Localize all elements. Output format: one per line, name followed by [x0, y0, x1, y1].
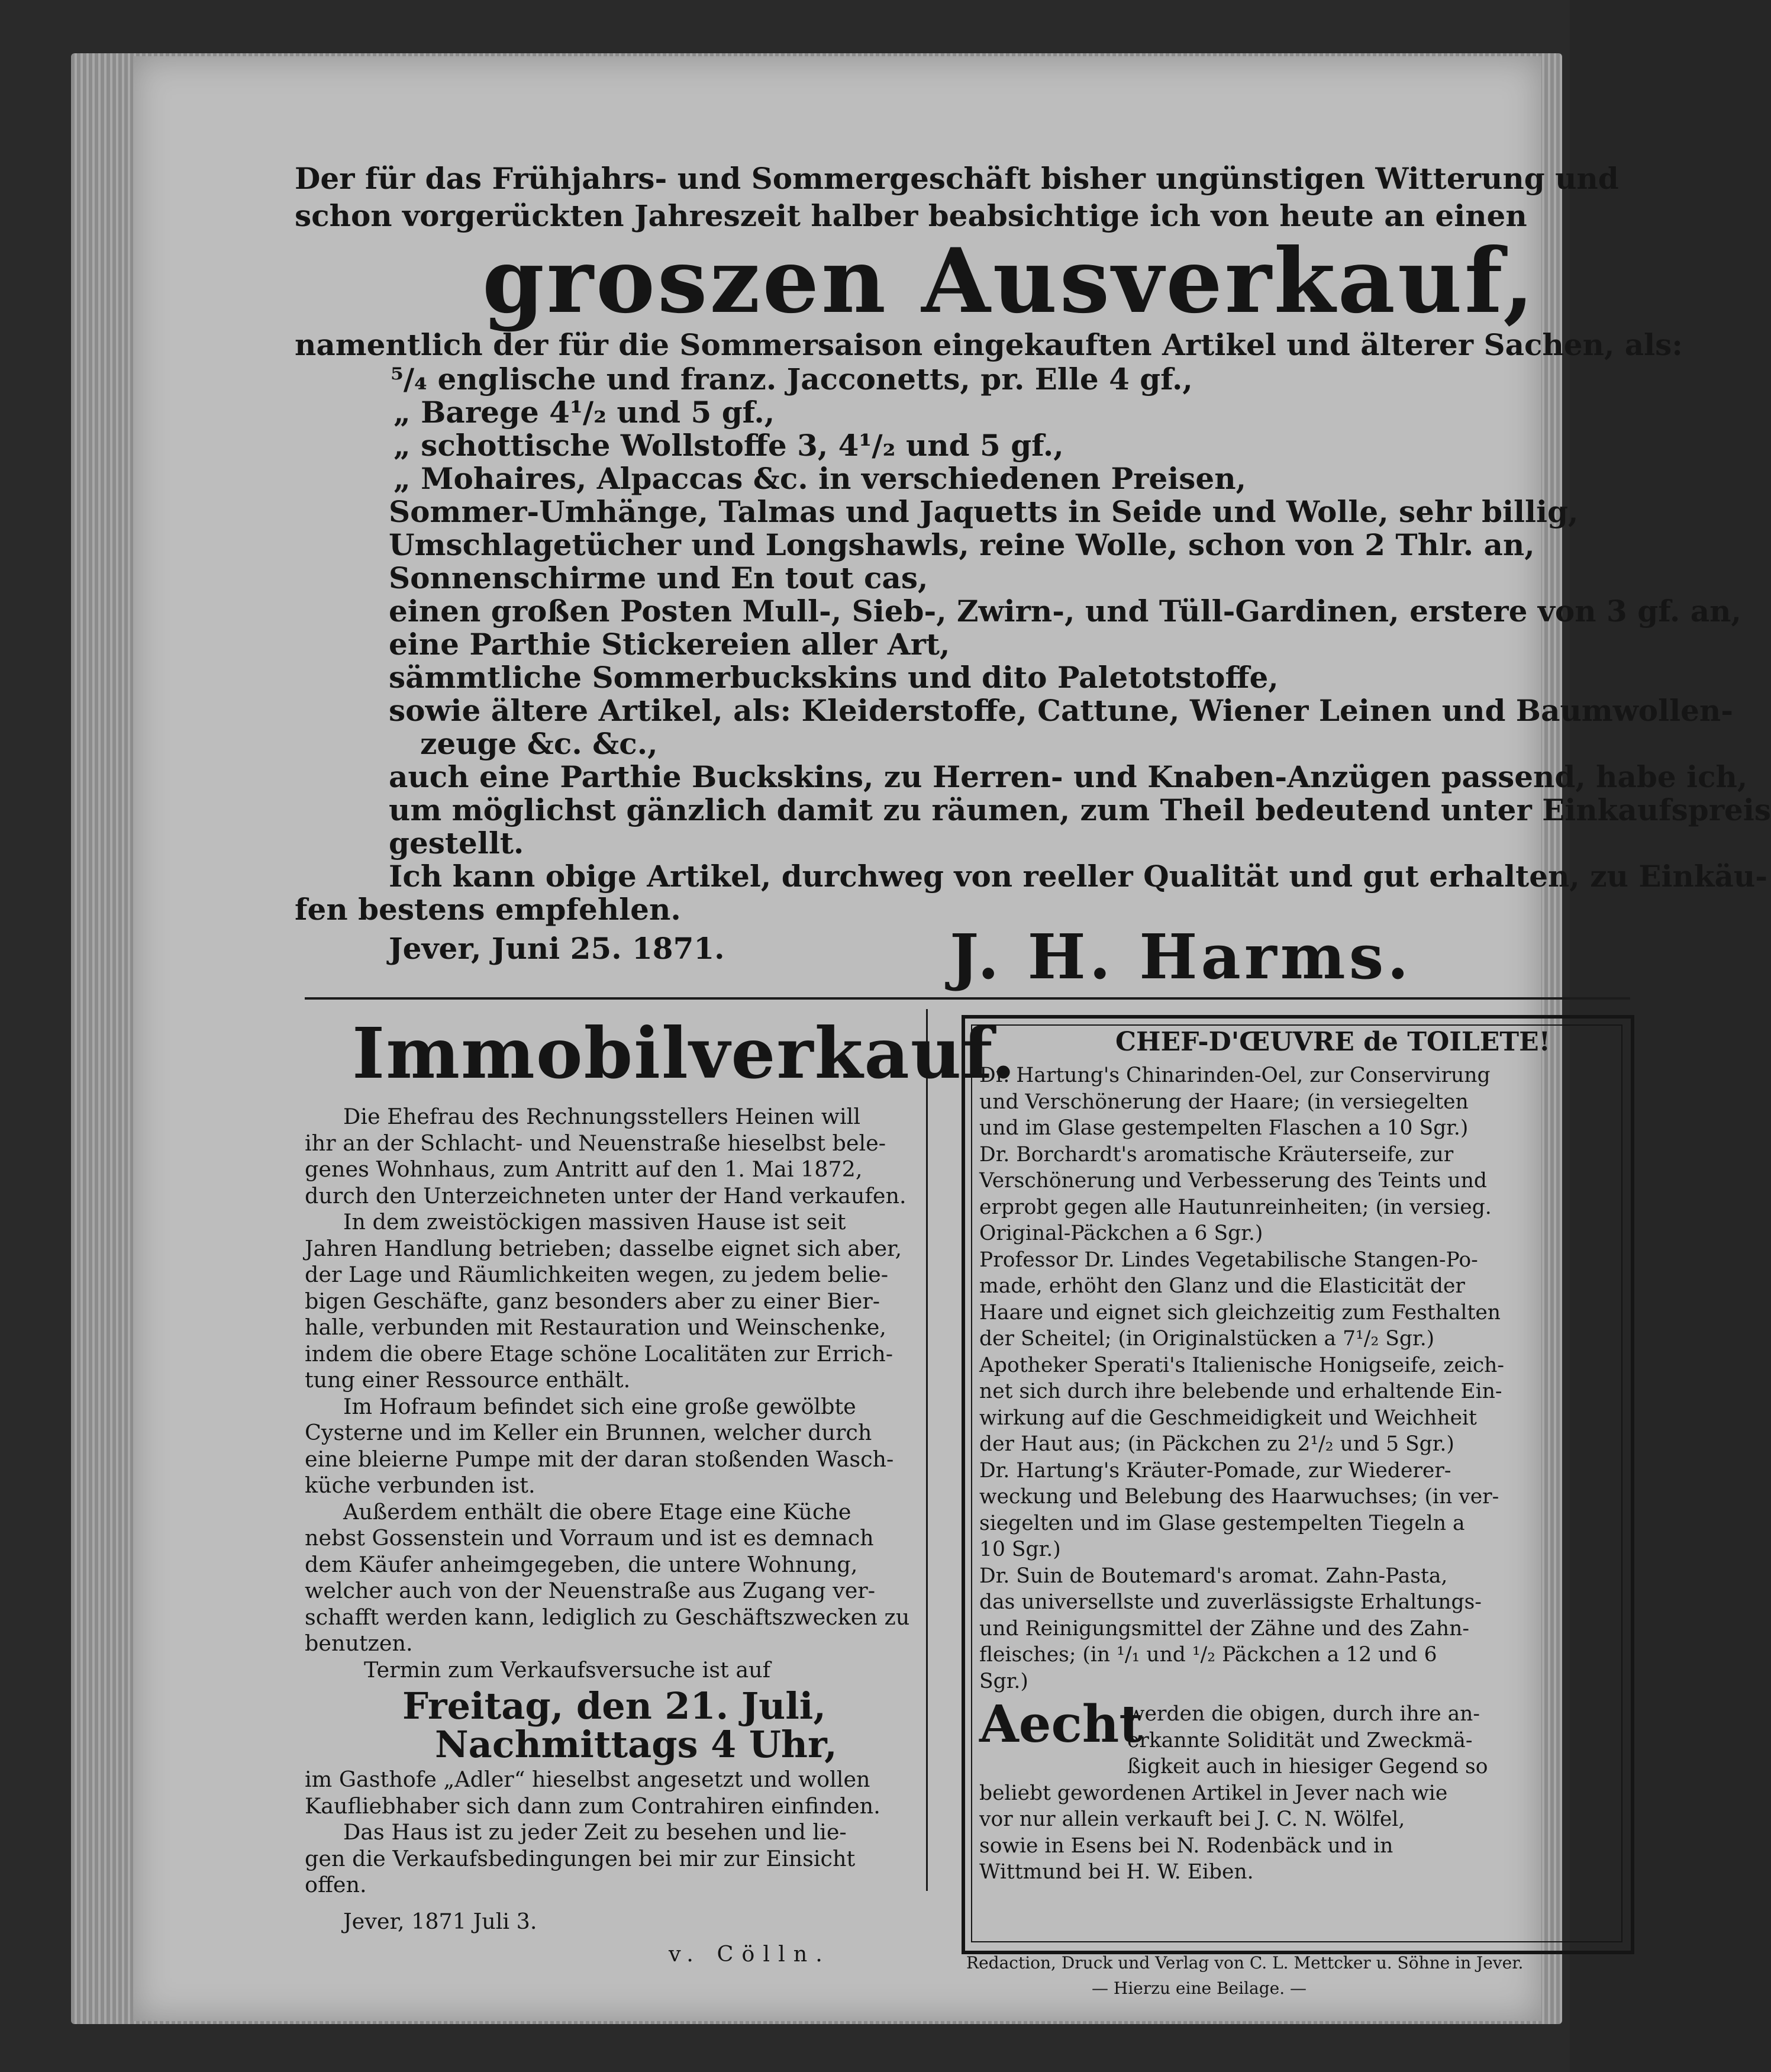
toilette-line: und Verschönerung der Haare; (in versiegelten [979, 1090, 1469, 1114]
toilette-tail-line: vor nur allein verkauft bei J. C. N. Wölfel, [979, 1807, 1405, 1831]
ausverkauf-line: sowie ältere Artikel, als: Kleiderstoffe, Cattune, Wiener Leinen und Baumwollen- [389, 693, 1734, 728]
imprint: Redaction, Druck und Verlag von C. L. Mettcker u. Söhne in Jever. [966, 1953, 1524, 1973]
immobil-line: schafft werden kann, lediglich zu Geschäftszwecken zu [305, 1604, 910, 1630]
ausverkauf-line: einen großen Posten Mull-, Sieb-, Zwirn-, und Tüll-Gardinen, erstere von 3 gf. an, [389, 594, 1741, 629]
toilette-aecht: Aecht [979, 1694, 1143, 1754]
toilette-line: Original-Päckchen a 6 Sgr.) [979, 1222, 1263, 1245]
immobil-line: im Gasthofe „Adler“ hieselbst angesetzt und wollen [305, 1767, 870, 1792]
toilette-line: Sgr.) [979, 1670, 1028, 1693]
immobil-line: benutzen. [305, 1630, 413, 1656]
ausverkauf-title: groszen Ausverkauf, [482, 229, 1537, 333]
ausverkauf-intro-line: schon vorgerückten Jahreszeit halber beabsichtige ich von heute an einen [295, 198, 1527, 233]
section-divider [305, 997, 1630, 1000]
immobil-line: Cysterne und im Keller ein Brunnen, welcher durch [305, 1420, 872, 1445]
supplement-note: — Hierzu eine Beilage. — [1092, 1978, 1307, 1998]
immobil-line: nebst Gossenstein und Vorraum und ist es demnach [305, 1525, 874, 1551]
ausverkauf-line: ⁵/₄ englische und franz. Jacconetts, pr. Elle 4 gf., [391, 362, 1193, 397]
toilette-line: der Scheitel; (in Originalstücken a 7¹/₂ Sgr.) [979, 1327, 1435, 1351]
toilette-aecht-line: ßigkeit auch in hiesiger Gegend so [1127, 1755, 1488, 1778]
ausverkauf-intro-line: Der für das Frühjahrs- und Sommergeschäft bisher ungünstigen Witterung und [295, 161, 1619, 196]
ausverkauf-dateline: Jever, Juni 25. 1871. [389, 931, 725, 966]
toilette-aecht-line: werden die obigen, durch ihre an- [1127, 1702, 1480, 1726]
immobil-line: indem die obere Etage schöne Localitäten zur Errich- [305, 1341, 893, 1367]
toilette-line: net sich durch ihre belebende und erhaltende Ein- [979, 1380, 1502, 1403]
toilette-aecht-line: erkannte Solidität und Zweckmä- [1127, 1729, 1473, 1752]
immobil-line: tung einer Ressource enthält. [305, 1367, 631, 1393]
newspaper-page [133, 56, 1771, 2021]
immobil-line: eine bleierne Pumpe mit der daran stoßenden Wasch- [305, 1446, 894, 1472]
immobil-line: Termin zum Verkaufsversuche ist auf [364, 1657, 771, 1683]
immobil-line: offen. [305, 1872, 367, 1897]
ausverkauf-line: Sommer-Umhänge, Talmas und Jaquetts in Seide und Wolle, sehr billig, [389, 494, 1579, 529]
toilette-line: fleisches; (in ¹/₁ und ¹/₂ Päckchen a 12 und 6 [979, 1643, 1437, 1667]
toilette-line: made, erhöht den Glanz und die Elasticität der [979, 1274, 1465, 1298]
immobil-line: Das Haus ist zu jeder Zeit zu besehen und lie- [343, 1819, 847, 1845]
immobil-line: Im Hofraum befindet sich eine große gewölbte [343, 1394, 856, 1419]
ausverkauf-line: Sonnenschirme und En tout cas, [389, 560, 928, 595]
toilette-line: und Reinigungsmittel der Zähne und des Zahn- [979, 1617, 1469, 1641]
ausverkauf-line: um möglichst gänzlich damit zu räumen, zum Theil bedeutend unter Einkaufspreis [389, 792, 1771, 827]
ausverkauf-line: fen bestens empfehlen. [295, 892, 681, 927]
toilette-tail-line: sowie in Esens bei N. Rodenbäck und in [979, 1834, 1393, 1858]
ausverkauf-line: gestellt. [389, 826, 524, 861]
toilette-line: Dr. Borchardt's aromatische Kräuterseife, zur [979, 1143, 1454, 1166]
toilette-line: Dr. Hartung's Kräuter-Pomade, zur Wiederer- [979, 1459, 1451, 1483]
immobil-line: Außerdem enthält die obere Etage eine Küche [343, 1499, 851, 1525]
ausverkauf-line: Ich kann obige Artikel, durchweg von reeller Qualität und gut erhalten, zu Einkäu- [389, 859, 1767, 894]
immobil-line: welcher auch von der Neuenstraße aus Zugang ver- [305, 1578, 876, 1603]
toilette-line: siegelten und im Glase gestempelten Tiegeln a [979, 1512, 1465, 1535]
toilette-line: Dr. Hartung's Chinarinden-Oel, zur Conservirung [979, 1064, 1491, 1087]
toilette-tail-line: Wittmund bei H. W. Eiben. [979, 1860, 1254, 1884]
toilette-line: weckung und Belebung des Haarwuchses; (in ver- [979, 1485, 1499, 1509]
toilette-title: CHEF-D'ŒUVRE de TOILETE! [1115, 1027, 1550, 1057]
column-divider [926, 1009, 928, 1891]
toilette-tail-line: beliebt gewordenen Artikel in Jever nach wie [979, 1781, 1448, 1805]
immobil-signature: v. Cölln. [669, 1941, 831, 1967]
ausverkauf-line: Umschlagetücher und Longshawls, reine Wolle, schon von 2 Thlr. an, [389, 527, 1535, 562]
ausverkauf-line: eine Parthie Stickereien aller Art, [389, 627, 950, 662]
toilette-line: Apotheker Sperati's Italienische Honigseife, zeich- [979, 1354, 1505, 1377]
immobil-date-bold: Freitag, den 21. Juli, [402, 1684, 826, 1728]
immobil-dateline: Jever, 1871 Juli 3. [343, 1909, 537, 1934]
immobil-line: durch den Unterzeichneten unter der Hand verkaufen. [305, 1183, 907, 1209]
immobilverkauf-title: Immobilverkauf. [352, 1012, 1017, 1094]
toilette-line: Haare und eignet sich gleichzeitig zum Festhalten [979, 1301, 1501, 1325]
toilette-line: Verschönerung und Verbesserung des Teints und [979, 1169, 1487, 1193]
ausverkauf-signature: J. H. Harms. [950, 920, 1412, 993]
toilette-line: das universellste und zuverlässigste Erhaltungs- [979, 1590, 1482, 1614]
ausverkauf-line: sämmtliche Sommerbuckskins und dito Paletotstoffe, [389, 660, 1279, 695]
immobil-line: gen die Verkaufsbedingungen bei mir zur Einsicht [305, 1846, 856, 1871]
toilette-line: wirkung auf die Geschmeidigkeit und Weichheit [979, 1406, 1477, 1430]
toilette-line: und im Glase gestempelten Flaschen a 10 Sgr.) [979, 1116, 1469, 1140]
ausverkauf-line: „ Barege 4¹/₂ und 5 gf., [393, 395, 775, 430]
immobil-line: genes Wohnhaus, zum Antritt auf den 1. Mai 1872, [305, 1156, 863, 1182]
immobil-line: der Lage und Räumlichkeiten wegen, zu jedem belie- [305, 1262, 889, 1287]
ausverkauf-line: namentlich der für die Sommersaison eingekauften Artikel und älterer Sachen, als: [295, 327, 1683, 362]
immobil-line: halle, verbunden mit Restauration und Weinschenke, [305, 1314, 886, 1340]
ausverkauf-line: „ Mohaires, Alpaccas &c. in verschiedenen Preisen, [393, 461, 1246, 496]
immobil-line: Jahren Handlung betrieben; dasselbe eignet sich aber, [305, 1236, 902, 1261]
toilette-line: der Haut aus; (in Päckchen zu 2¹/₂ und 5 Sgr.) [979, 1432, 1454, 1456]
immobil-line: Die Ehefrau des Rechnungsstellers Heinen will [343, 1104, 860, 1129]
immobil-line: In dem zweistöckigen massiven Hause ist seit [343, 1209, 846, 1235]
toilette-line: 10 Sgr.) [979, 1538, 1061, 1561]
immobil-line: küche verbunden ist. [305, 1472, 536, 1498]
ausverkauf-line: „ schottische Wollstoffe 3, 4¹/₂ und 5 gf., [393, 428, 1064, 463]
toilette-line: Dr. Suin de Boutemard's aromat. Zahn-Pasta, [979, 1564, 1448, 1588]
immobil-line: dem Käufer anheimgegeben, die untere Wohnung, [305, 1552, 858, 1577]
ausverkauf-line: zeuge &c. &c., [420, 726, 658, 761]
ausverkauf-line: auch eine Parthie Buckskins, zu Herren- und Knaben-Anzügen passend, habe ich, [389, 759, 1748, 794]
immobil-date-bold: Nachmittags 4 Uhr, [435, 1723, 837, 1766]
immobil-line: Kaufliebhaber sich dann zum Contrahiren einfinden. [305, 1793, 880, 1819]
toilette-line: erprobt gegen alle Hautunreinheiten; (in versieg. [979, 1195, 1492, 1219]
immobil-line: bigen Geschäfte, ganz besonders aber zu einer Bier- [305, 1288, 880, 1314]
immobil-line: ihr an der Schlacht- und Neuenstraße hieselbst bele- [305, 1130, 886, 1156]
toilette-line: Professor Dr. Lindes Vegetabilische Stangen-Po- [979, 1248, 1478, 1272]
